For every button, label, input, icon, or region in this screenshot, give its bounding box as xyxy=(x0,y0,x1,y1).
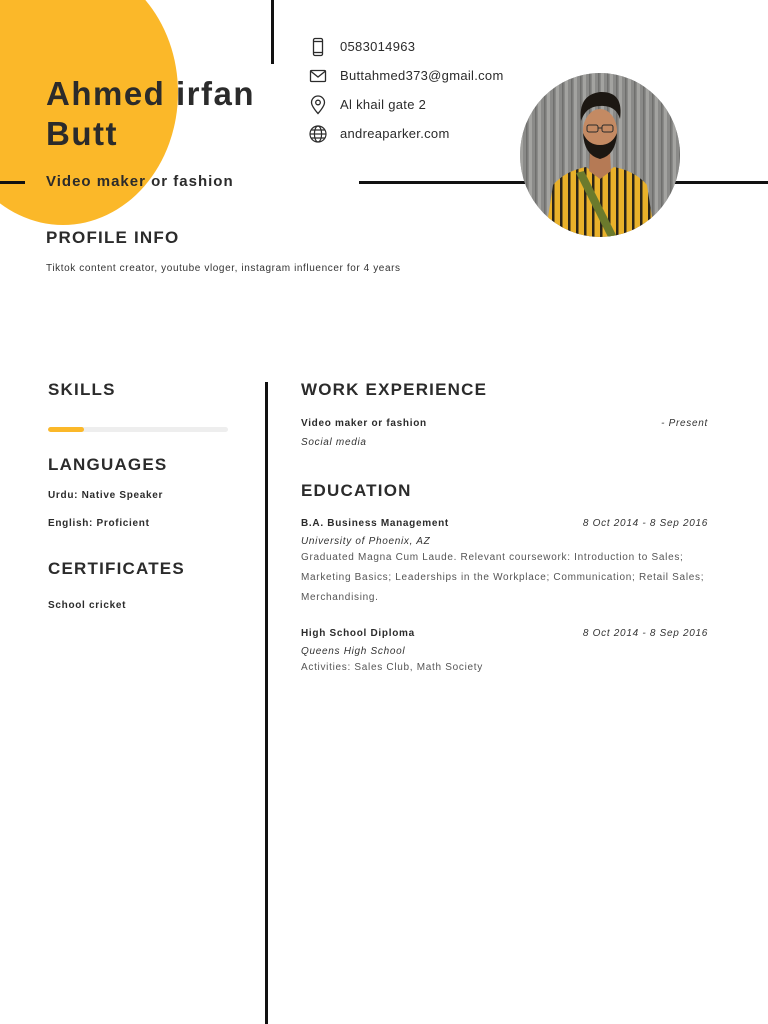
education-entry-desc: Graduated Magna Cum Laude. Relevant coursework: Introduction to Sales; Marketing Basics; Leaderships in the Workplace; Communication; Retail Sales; Merchandising. xyxy=(301,552,705,603)
mail-icon xyxy=(308,66,328,86)
work-entry-header xyxy=(301,418,708,429)
website-link[interactable]: andreaparker.com xyxy=(340,126,450,141)
education-entry-desc: Activities: Sales Club, Math Society xyxy=(301,662,483,673)
phone-text: 0583014963 xyxy=(340,39,416,54)
education-entry-title: B.A. Business Management xyxy=(301,518,449,529)
work-experience-heading: WORK EXPERIENCE xyxy=(301,380,488,399)
profile-photo xyxy=(520,73,680,237)
language-item: Urdu: Native Speaker xyxy=(48,490,164,501)
certificates-heading: CERTIFICATES xyxy=(48,559,185,578)
contact-address xyxy=(308,90,504,119)
profile-heading: PROFILE INFO xyxy=(46,228,180,247)
language-item: English: Proficient xyxy=(48,518,150,529)
work-entry-org: Social media xyxy=(301,437,367,448)
education-entry-header xyxy=(301,518,708,529)
education-heading: EDUCATION xyxy=(301,481,412,500)
profile-text: Tiktok content creator, youtube vloger, instagram influencer for 4 years xyxy=(46,263,401,274)
skill-bar-fill xyxy=(48,427,84,432)
skill-bar xyxy=(48,427,228,432)
education-entry-org: University of Phoenix, AZ xyxy=(301,536,431,547)
work-entry-title: Video maker or fashion xyxy=(301,418,427,429)
education-entry xyxy=(301,628,711,678)
work-entry-dates: - Present xyxy=(661,418,708,429)
globe-icon xyxy=(308,124,328,144)
education-entry xyxy=(301,518,711,608)
top-divider xyxy=(271,0,274,64)
skills-heading: SKILLS xyxy=(48,380,116,399)
education-entry-title: High School Diploma xyxy=(301,628,415,639)
certificate-item: School cricket xyxy=(48,600,127,611)
education-entry-header xyxy=(301,628,708,639)
contact-email xyxy=(308,61,504,90)
address-text: Al khail gate 2 xyxy=(340,97,427,112)
left-rule xyxy=(0,181,25,184)
education-entry-dates: 8 Oct 2014 - 8 Sep 2016 xyxy=(582,518,708,529)
candidate-name xyxy=(46,74,255,154)
contact-block xyxy=(308,32,504,148)
name-line-1: Ahmed irfan xyxy=(46,75,256,112)
contact-website xyxy=(308,119,504,148)
job-title: Video maker or fashion xyxy=(46,173,234,190)
email-link[interactable]: Buttahmed373@gmail.com xyxy=(340,68,504,83)
name-line-2: Butt xyxy=(46,115,118,152)
profile-photo-illustration xyxy=(520,73,680,237)
location-icon xyxy=(308,95,328,115)
contact-phone xyxy=(308,32,504,61)
phone-icon xyxy=(308,37,328,57)
work-entry xyxy=(301,418,708,448)
education-entry-org: Queens High School xyxy=(301,646,406,657)
column-divider xyxy=(265,382,268,1024)
education-entry-dates: 8 Oct 2014 - 8 Sep 2016 xyxy=(582,628,708,639)
languages-heading: LANGUAGES xyxy=(48,455,168,474)
